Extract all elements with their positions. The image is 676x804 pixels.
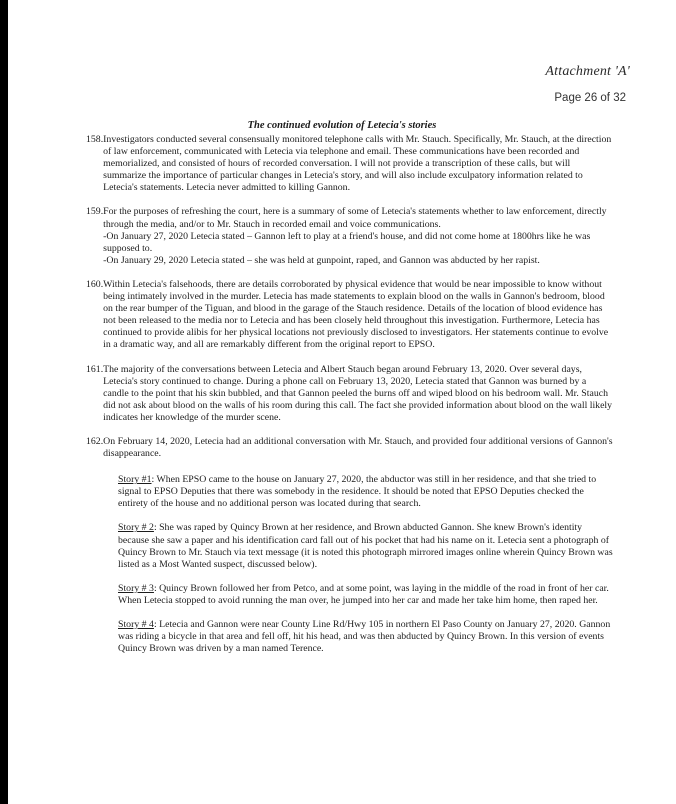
paragraph-text: The majority of the conversations between Letecia and Albert Stauch began around February 13, 2020. Over several days, Letecia's story continued to change. During a phone call on February 13, 2020, Letecia stated that Gannon was burned by a candle to the point that his skin bubbled, and that Gannon peeled the burns off and wiped blood on his bedroom wall. Mr. Stauch did not ask about blood on the walls of his room during this call. The fact she provided information about blood on the wall likely indicates her knowledge of the murder scene. [103, 363, 613, 423]
paragraph-162 [86, 436, 614, 460]
story-3 [118, 583, 614, 607]
paragraph-159 [86, 206, 614, 266]
section-title: The continued evolution of Letecia's stories [247, 120, 437, 131]
page-number: Page 26 of 32 [554, 92, 626, 104]
attachment-label: Attachment 'A' [545, 64, 630, 79]
statement-item: -On January 27, 2020 Letecia stated – Gannon left to play at a friend's house, and did not come home at 1800hrs like he was supposed to. [103, 230, 591, 254]
story-text: : Quincy Brown followed her from Petco, and at some point, was laying in the middle of the road in front of her car. When Letecia stopped to avoid running the man over, he jumped into her car and made her take him home, then raped her. [118, 582, 609, 606]
paragraph-text: On February 14, 2020, Letecia had an additional conversation with Mr. Stauch, and provided four additional versions of Gannon's disappearance. [103, 435, 613, 460]
paragraph-number: 160. [86, 278, 104, 290]
story-text: : When EPSO came to the house on January 27, 2020, the abductor was still in her residence, and that she tried to signal to EPSO Deputies that there was somebody in the residence. It should be noted that EPSO Deputies checked the entirety of the house and no additional person was located during that search. [118, 474, 597, 510]
story-2 [118, 522, 614, 570]
story-1 [118, 474, 614, 510]
paragraph-text: Investigators conducted several consensually monitored telephone calls with Mr. Stauch. Specifically, Mr. Stauch, at the direction of law enforcement, communicated with Letecia via telephone and email. These communications have been recorded and memorialized, and consisted of hours of recorded conversation. I will not provide a transcription of these calls, but will summarize the importance of particular changes in Letecia's story, and will also include exculpatory information related to Letecia's statements. Letecia never admitted to killing Gannon. [103, 134, 612, 194]
statement-item: -On January 29, 2020 Letecia stated – she was held at gunpoint, raped, and Gannon was abducted by her rapist. [103, 254, 540, 266]
story-label: Story # 3 [118, 582, 154, 594]
paragraph-text: For the purposes of refreshing the court, here is a summary of some of Letecia's statements whether to law enforcement, directly through the media, and/or to Mr. Stauch in recorded email and voice communications. [103, 206, 607, 230]
paragraph-number: 158. [86, 134, 104, 145]
story-label: Story # 4 [118, 619, 154, 630]
document-body [86, 134, 614, 667]
paragraph-number: 159. [86, 206, 104, 218]
story-text: : Letecia and Gannon were near County Line Rd/Hwy 105 in northern El Paso County on January 27, 2020. Gannon was riding a bicycle in that area and fell off, hit his head, and was then abducted by Quincy Brown. In this version of events Quincy Brown was driven by a man named Terence. [118, 619, 611, 655]
story-text: : She was raped by Quincy Brown at her residence, and Brown abducted Gannon. She knew Brown's identity because she saw a paper and his identification card fall out of his pocket that had his name on it. Letecia sent a photograph of Quincy Brown to Mr. Stauch via text message (it is noted this photograph mirrored images online wherein Quincy Brown was listed as a Most Wanted suspect, discussed below). [118, 522, 613, 570]
story-label: Story #1 [118, 474, 152, 486]
document-page [8, 0, 676, 804]
paragraph-161 [86, 364, 614, 424]
paragraph-158 [86, 134, 614, 194]
story-4 [118, 619, 614, 655]
paragraph-160 [86, 279, 614, 352]
paragraph-number: 161. [86, 363, 104, 375]
paragraph-number: 162. [86, 435, 104, 447]
story-label: Story # 2 [118, 522, 154, 534]
paragraph-text: Within Letecia's falsehoods, there are details corroborated by physical evidence that would be near impossible to know without being intimately involved in the murder. Letecia has made statements to explain blood on the walls in Gannon's bedroom, blood on the rear bumper of the Tiguan, and blood in the garage of the Stauch residence. Details of the location of blood evidence has not been released to the media nor to Letecia and has been closely held throughout this investigation. Furthermore, Letecia has continued to provide alibis for her physical locations not previously disclosed to investigators. Her statements continue to evolve in a dramatic way, and all are remarkably different from the original report to EPSO. [103, 278, 609, 351]
